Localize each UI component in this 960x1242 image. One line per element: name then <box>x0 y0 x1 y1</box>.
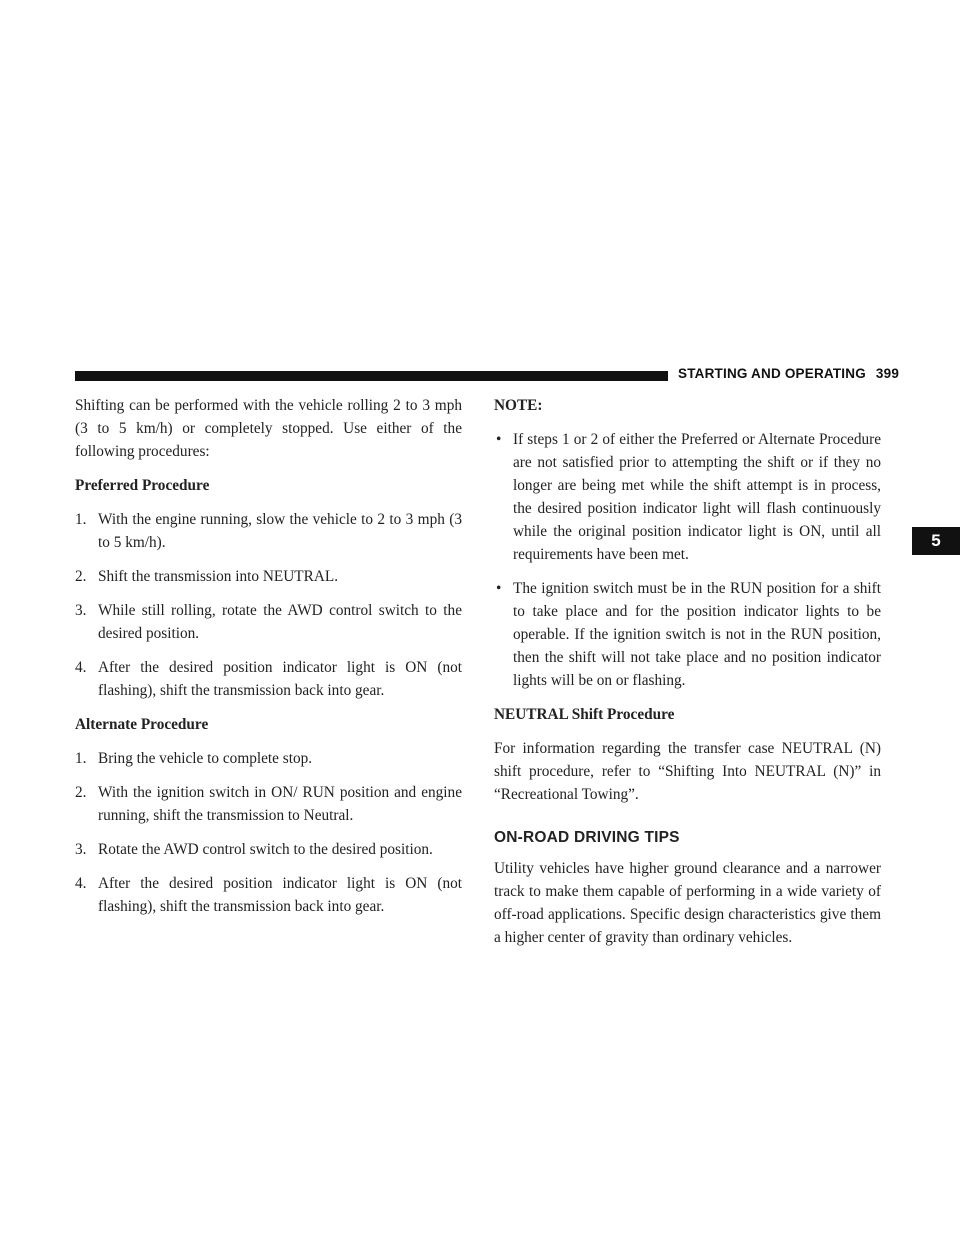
step-number: 4. <box>75 659 87 676</box>
step-number: 4. <box>75 875 87 892</box>
list-item <box>75 656 462 702</box>
note-heading: NOTE: <box>494 397 543 414</box>
step-number: 2. <box>75 568 87 585</box>
preferred-procedure-heading: Preferred Procedure <box>75 477 210 494</box>
list-item <box>75 565 462 588</box>
on-road-paragraph: Utility vehicles have higher ground clearance and a narrower track to make them capable of performing in a wide variety of off-road applications. Specific design characteristics give them a higher center of gravity than ordinary vehicles. <box>494 860 881 946</box>
list-item <box>494 577 881 692</box>
right-column <box>494 394 881 960</box>
list-item <box>494 428 881 566</box>
running-header <box>678 366 899 381</box>
step-text: After the desired position indicator light is ON (not flashing), shift the transmission back into gear. <box>98 659 462 699</box>
step-text: After the desired position indicator light is ON (not flashing), shift the transmission back into gear. <box>98 875 462 915</box>
step-number: 3. <box>75 841 87 858</box>
step-text: With the engine running, slow the vehicle to 2 to 3 mph (3 to 5 km/h). <box>98 511 462 551</box>
list-item <box>75 838 462 861</box>
note-text: If steps 1 or 2 of either the Preferred or Alternate Procedure are not satisfied prior to attempting the shift or if they no longer are being met while the shift attempt is in process, the desired position indicator light will flash continuously while the original position indicator light is ON, until all requirements have been met. <box>513 431 881 563</box>
step-number: 1. <box>75 511 87 528</box>
step-number: 1. <box>75 750 87 767</box>
step-text: While still rolling, rotate the AWD control switch to the desired position. <box>98 602 462 642</box>
step-number: 3. <box>75 602 87 619</box>
left-column <box>75 394 462 929</box>
header-rule <box>75 371 668 381</box>
list-item <box>75 599 462 645</box>
list-item <box>75 747 462 770</box>
chapter-tab: 5 <box>912 527 960 555</box>
alternate-procedure-heading: Alternate Procedure <box>75 716 209 733</box>
list-item <box>75 508 462 554</box>
step-number: 2. <box>75 784 87 801</box>
step-text: Shift the transmission into NEUTRAL. <box>98 568 339 585</box>
bullet-icon: • <box>496 431 502 448</box>
bullet-icon: • <box>496 580 502 597</box>
neutral-shift-heading: NEUTRAL Shift Procedure <box>494 706 675 723</box>
page-number: 399 <box>875 366 900 381</box>
section-title: STARTING AND OPERATING <box>678 366 866 381</box>
on-road-driving-tips-heading: ON-ROAD DRIVING TIPS <box>494 829 680 846</box>
note-text: The ignition switch must be in the RUN position for a shift to take place and for the position indicator lights to be operable. If the ignition switch is not in the RUN position, then the shift will not take place and no position indicator lights will be on or flashing. <box>513 580 881 689</box>
intro-paragraph: Shifting can be performed with the vehicle rolling 2 to 3 mph (3 to 5 km/h) or completely stopped. Use either of the following procedures: <box>75 397 462 460</box>
list-item <box>75 872 462 918</box>
neutral-shift-paragraph: For information regarding the transfer case NEUTRAL (N) shift procedure, refer to “Shifting Into NEUTRAL (N)” in “Recreational Towing”. <box>494 740 881 803</box>
list-item <box>75 781 462 827</box>
step-text: With the ignition switch in ON/ RUN position and engine running, shift the transmission to Neutral. <box>98 784 462 824</box>
step-text: Rotate the AWD control switch to the desired position. <box>98 841 433 858</box>
step-text: Bring the vehicle to complete stop. <box>98 750 313 767</box>
